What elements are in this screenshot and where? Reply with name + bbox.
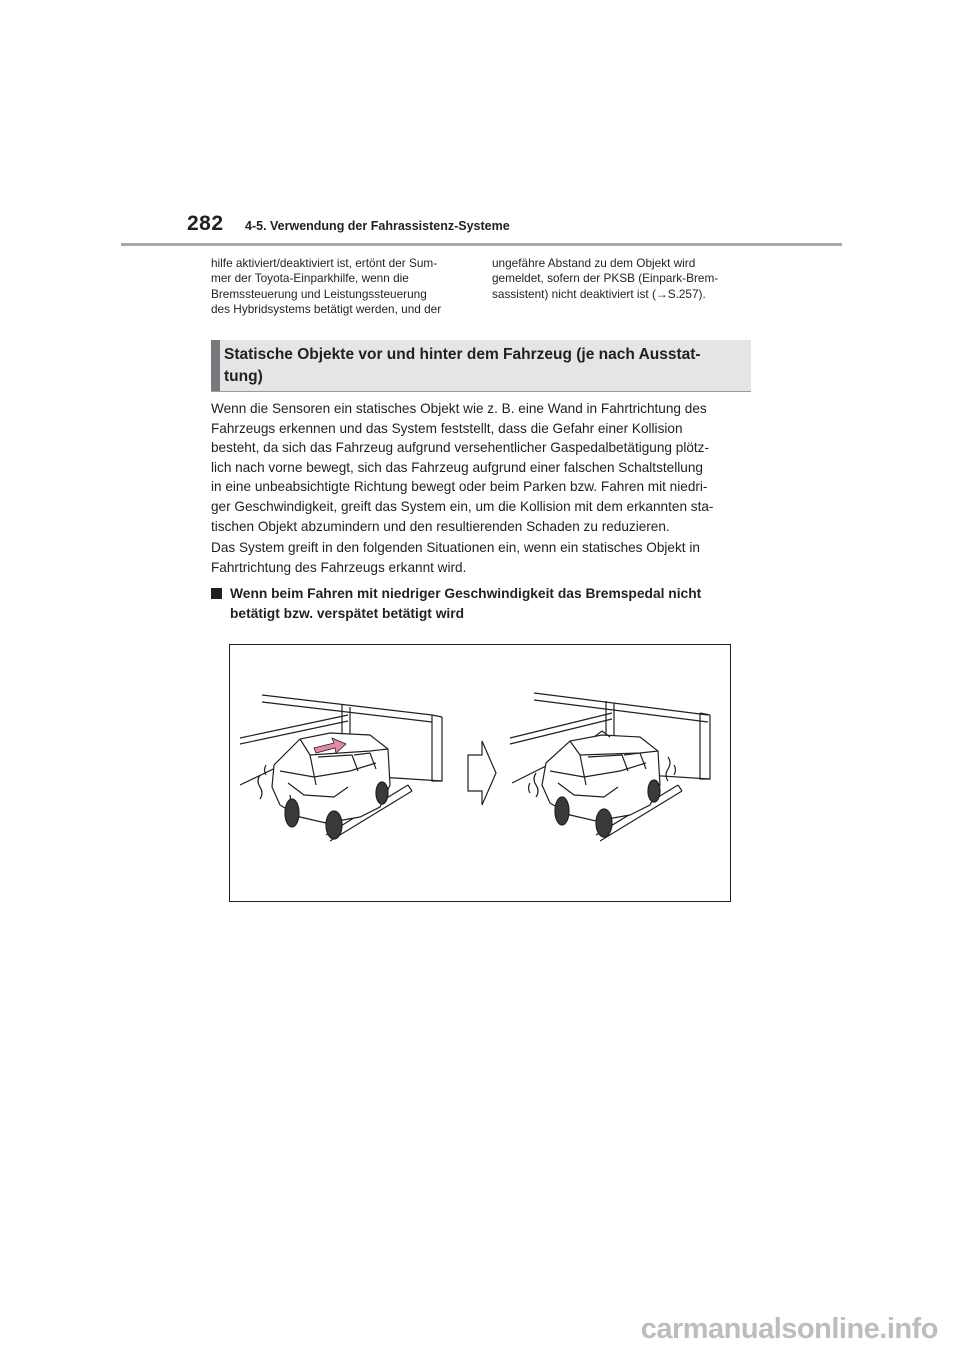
car-approaching-wall-illustration: [240, 695, 442, 841]
continued-text-right: [492, 256, 752, 302]
car-stopped-at-wall-illustration: [510, 693, 710, 841]
square-bullet-icon: [211, 588, 222, 599]
continued-text-right-content: ungefähre Abstand zu dem Objekt wird gemeldet, sofern der PKSB (Einpark-Brem- sassistent) nicht deaktiviert ist (→S.257).: [492, 256, 719, 301]
continued-text-left-content: hilfe aktiviert/deaktiviert ist, ertönt der Sum- mer der Toyota-Einparkhilfe, wenn die Bremssteuerung und Leistungssteuerung des Hybridsystems betätigt werden, und der: [211, 256, 442, 317]
body-paragraph-1: Wenn die Sensoren ein statisches Objekt wie z. B. eine Wand in Fahrtrichtung des Fahrzeugs erkennen und das System feststellt, dass die Gefahr einer Kollision besteht, da sich das Fahrzeug aufgrund versehentlicher Gaspedalbetätigung plötz- lich nach vorne bewegt, sich das Fahrzeug aufgrund einer falschen Schaltstellung in eine unbeabsichtigte Richtung bewegt oder beim Parken bzw. Fahren mit niedri- ger Geschwindigkeit, greift das System ein, um die Kollision mit dem erkannten sta- tischen Objekt abzumindern und den resultierenden Schaden zu reduzieren.: [211, 401, 714, 534]
header-divider: [121, 243, 842, 246]
section-heading-bar: [211, 340, 220, 391]
figure-frame: [229, 644, 731, 902]
section-heading-box: [211, 340, 751, 392]
bullet-heading: [211, 584, 751, 623]
page-number: 282: [187, 212, 224, 235]
transition-arrow-icon: [468, 741, 496, 805]
chapter-title: 4-5. Verwendung der Fahrassistenz-Systeme: [245, 219, 510, 233]
section-heading: Statische Objekte vor und hinter dem Fahrzeug (je nach Ausstat- tung): [224, 346, 701, 385]
body-paragraph-2: Das System greift in den folgenden Situationen ein, wenn ein statisches Objekt in Fahrtrichtung des Fahrzeugs erkannt wird.: [211, 540, 700, 575]
watermark: carmanualsonline.info: [640, 1313, 938, 1345]
bullet-heading-text: Wenn beim Fahren mit niedriger Geschwindigkeit das Bremspedal nicht betätigt bzw. verspätet betätigt wird: [230, 586, 702, 621]
figure-illustration: [230, 645, 730, 901]
continued-text-left: [211, 256, 471, 318]
